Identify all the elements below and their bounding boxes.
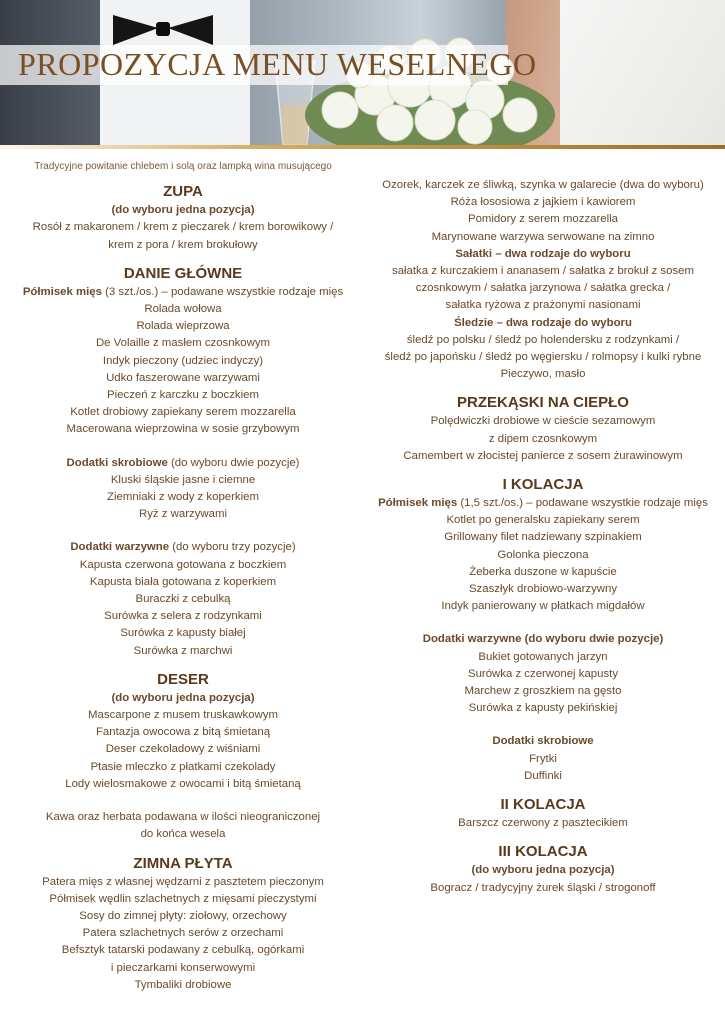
menu-item: Kotlet drobiowy zapiekany serem mozzarella <box>70 406 296 419</box>
menu-item: Żeberka duszone w kapuście <box>469 565 617 578</box>
menu-item: Tymbaliki drobiowe <box>134 978 232 991</box>
menu-item: Kluski śląskie jasne i ciemne <box>110 473 256 486</box>
page-title: PROPOZYCJA MENU WESELNEGO <box>18 46 537 82</box>
menu-item: Deser czekoladowy z wiśniami <box>105 743 261 756</box>
menu-item: Patera mięs z własnej wędzarni z pasztetem pieczonym <box>42 875 324 888</box>
platter-line <box>368 495 718 512</box>
menu-item: Fantazja owocowa z bitą śmietaną <box>95 726 271 739</box>
section-heading-zupa: ZUPA <box>163 183 203 201</box>
menu-item: Camembert w złocistej panierce z sosem żurawinowym <box>403 449 683 462</box>
platter-note: (1,5 szt./os.) – podawane wszystkie rodzaje mięs <box>457 497 708 510</box>
menu-item: Kapusta czerwona gotowana z boczkiem <box>79 558 287 571</box>
menu-item: Bukiet gotowanych jarzyn <box>478 650 608 663</box>
starch-sides-note: (do wyboru dwie pozycje) <box>167 456 300 469</box>
menu-item: Indyk pieczony (udziec indyczy) <box>102 354 264 367</box>
coffee-line: Kawa oraz herbata podawana w ilości nieograniczonej <box>45 811 321 824</box>
menu-item: Marynowane warzywa serwowane na zimno <box>431 230 655 243</box>
herring-label: Śledzie – dwa rodzaje do wyboru <box>454 316 632 329</box>
menu-item: Szaszłyk drobiowo-warzywny <box>468 583 618 596</box>
section-note: (do wyboru jedna pozycja) <box>471 864 615 877</box>
menu-item: Mascarpone z musem truskawkowym <box>88 709 278 722</box>
section-heading-kolacja-3: III KOLACJA <box>498 843 588 861</box>
menu-item: Indyk panierowany w płatkach migdałów <box>441 600 645 613</box>
menu-item: Surówka z kapusty pekińskiej <box>468 702 618 715</box>
menu-item: Barszcz czerwony z pasztecikiem <box>458 817 628 830</box>
menu-item: Ryż z warzywami <box>139 508 227 521</box>
menu-item: De Volaille z masłem czosnkowym <box>95 337 271 350</box>
menu-item: Rolada wieprzowa <box>136 320 230 333</box>
menu-item: Buraczki z cebulką <box>135 593 231 606</box>
menu-item: Półmisek wędlin szlachetnych z mięsami pieczystymi <box>49 892 317 905</box>
section-heading-kolacja-2: II KOLACJA <box>500 796 586 814</box>
menu-item: Kapusta biała gotowana z koperkiem <box>89 575 277 588</box>
menu-item: Macerowana wieprzowina w sosie grzybowym <box>66 423 300 436</box>
menu-item: Pieczeń z karczku z boczkiem <box>107 389 259 402</box>
menu-item: Surówka z czerwonej kapusty <box>467 667 619 680</box>
menu-item: śledź po japońsku / śledź po węgiersku / rolmopsy i kulki rybne <box>384 351 702 364</box>
section-note: (do wyboru jedna pozycja) <box>111 691 255 704</box>
menu-item: Surówka z marchwi <box>133 644 233 657</box>
coffee-line: do końca wesela <box>140 828 226 841</box>
menu-item: Lody wielosmakowe z owocami i bitą śmietaną <box>65 777 301 790</box>
header-photo <box>0 0 725 145</box>
section-heading-deser: DESER <box>157 670 209 688</box>
gold-divider <box>0 145 725 149</box>
menu-item: Ptasie mleczko z płatkami czekolady <box>90 760 276 773</box>
menu-left-column <box>8 158 358 994</box>
menu-item: śledź po polsku / śledź po holendersku z rodzynkami / <box>406 333 680 346</box>
veg-sides-note: (do wyboru trzy pozycje) <box>169 541 296 554</box>
platter-label: Półmisek mięs <box>22 285 102 298</box>
starch-sides-label: Dodatki skrobiowe <box>492 735 594 748</box>
menu-item: czosnkowym / sałatka jarzynowa / sałatka grecka / <box>415 282 671 295</box>
menu-item: Polędwiczki drobiowe w cieście sezamowym <box>430 415 656 428</box>
menu-item: Ozorek, karczek ze śliwką, szynka w galarecie (dwa do wyboru) <box>382 179 704 191</box>
menu-item: Ziemniaki z wody z koperkiem <box>107 491 259 504</box>
menu-item: Duffinki <box>524 769 562 782</box>
dress-shape <box>560 0 725 145</box>
menu-item: Sosy do zimnej płyty: ziołowy, orzechowy <box>79 909 287 922</box>
section-heading-zimna-plyta: ZIMNA PŁYTA <box>133 854 233 872</box>
section-heading-danie-glowne: DANIE GŁÓWNE <box>123 264 243 282</box>
menu-item: Surówka z selera z rodzynkami <box>104 610 262 623</box>
menu-item: Grillowany filet nadziewany szpinakiem <box>444 531 642 544</box>
menu-item: Udko faszerowane warzywami <box>106 371 260 384</box>
menu-item: Golonka pieczona <box>497 548 589 561</box>
menu-item: krem z pora / krem brokułowy <box>108 238 258 251</box>
menu-item: sałatka z kurczakiem i ananasem / sałatka z brokuł z sosem <box>392 265 694 278</box>
menu-item: z dipem czosnkowym <box>488 432 598 445</box>
menu-item: Marchew z groszkiem na gęsto <box>464 685 622 698</box>
menu-item: Rosół z makaronem / krem z pieczarek / krem borowikowy / <box>32 221 334 234</box>
menu-item: Bogracz / tradycyjny żurek śląski / strogonoff <box>430 881 656 894</box>
starch-sides-label: Dodatki skrobiowe <box>66 456 168 469</box>
menu-item: sałatka ryżowa z prażonymi nasionami <box>445 299 641 312</box>
platter-line <box>8 284 358 301</box>
menu-item: Pomidory z serem mozzarella <box>467 213 619 226</box>
veg-sides-line <box>8 539 358 556</box>
section-heading-kolacja-1: I KOLACJA <box>502 476 584 494</box>
veg-sides-label: Dodatki warzywne <box>70 541 170 554</box>
menu-item: Frytki <box>529 752 557 765</box>
menu-item: Rolada wołowa <box>144 303 222 316</box>
menu-item: Kotlet po generalsku zapiekany serem <box>446 514 640 527</box>
menu-item: Surówka z kapusty białej <box>120 627 246 640</box>
intro-text: Tradycyjne powitanie chlebem i solą oraz lampką wina musującego <box>34 161 332 172</box>
platter-label: Półmisek mięs <box>378 497 458 510</box>
menu-right-column <box>368 177 718 897</box>
salads-label: Sałatki – dwa rodzaje do wyboru <box>455 247 631 260</box>
menu-item: Pieczywo, masło <box>500 368 586 381</box>
menu-item: Befsztyk tatarski podawany z cebulką, ogórkami <box>61 944 305 957</box>
section-heading-przekaski: PRZEKĄSKI NA CIEPŁO <box>457 394 629 412</box>
starch-sides-line <box>8 455 358 472</box>
menu-item: Róża łososiowa z jajkiem i kawiorem <box>450 196 636 209</box>
section-note: (do wyboru jedna pozycja) <box>111 204 255 217</box>
bowtie-icon <box>108 10 218 50</box>
menu-item: Patera szlachetnych serów z orzechami <box>82 927 284 940</box>
menu-item: i pieczarkami konserwowymi <box>110 961 256 974</box>
platter-note: (3 szt./os.) – podawane wszystkie rodzaje mięs <box>101 285 344 298</box>
veg-sides-label: Dodatki warzywne (do wyboru dwie pozycje) <box>422 633 664 646</box>
